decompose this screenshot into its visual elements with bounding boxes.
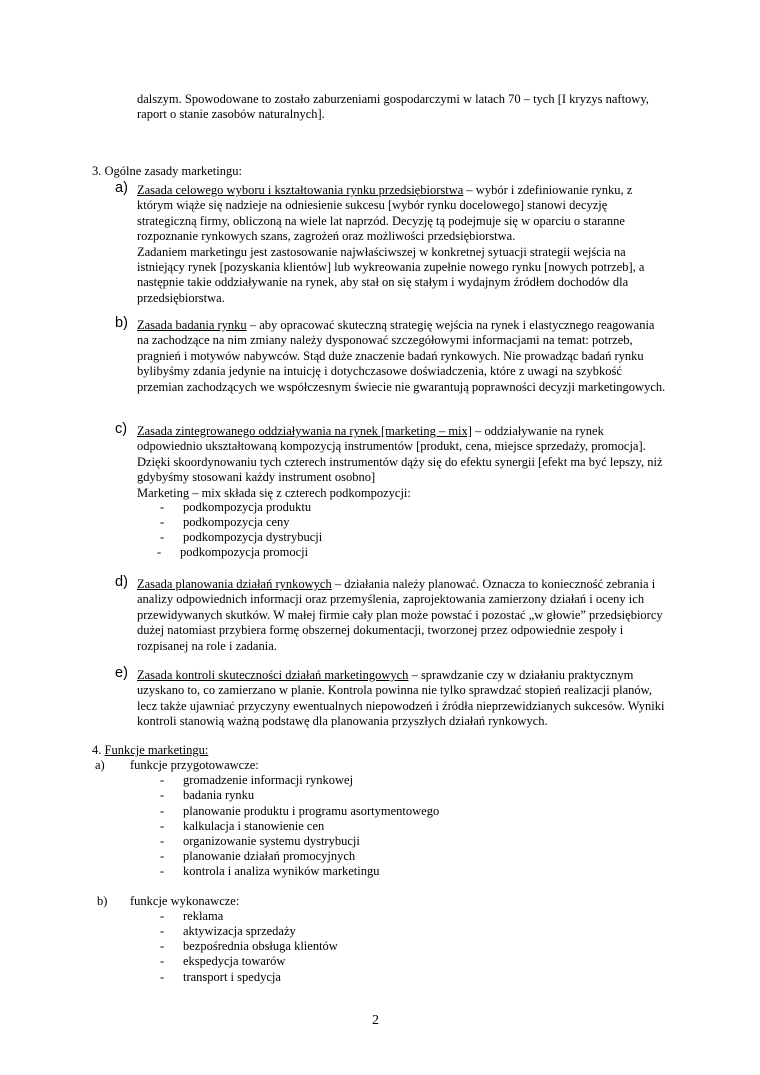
- item-d-text: – działania należy planować. Oznacza to konieczność zebrania i analizy odpowiednich informacji oraz przemyślenia, zaprojektowania zamierzony działań i oceny ich przewidywanych skutków. W małej firmie cały plan może powstać i pozostać „w głowie” przedsiębiorcy dużej natomiast przybiera formę obszernej dokumentacji, tworzonej przez odpowiednie zespoły i rozpisanej na role i zadania.: [137, 577, 663, 653]
- group-b-bullet: transport i spedycja: [183, 970, 281, 984]
- group-a-bullet: organizowanie systemu dystrybucji: [183, 834, 360, 848]
- item-c-bullet: podkompozycja ceny: [183, 515, 290, 529]
- section-4-heading: [92, 743, 208, 758]
- group-a-letter: a): [95, 758, 105, 772]
- group-b-bullet-dash: -: [160, 924, 165, 938]
- item-a-text2: Zadaniem marketingu jest zastosowanie najwłaściwszej w konkretnej sytuacji strategii wejścia na istniejący rynek [pozyskania klientów] lub wykreowania zupełnie nowego rynku [nowych potrzeb], a następnie takie oddziaływanie na rynek, aby stał on się stałym i wydajnym źródłem dochodów dla przedsiębiorstwa.: [137, 244, 645, 305]
- item-c-bullet-dash: -: [160, 500, 165, 514]
- item-c-bullet-dash: -: [160, 515, 165, 529]
- item-a-letter: a): [115, 180, 128, 196]
- section-4-number: 4.: [92, 743, 105, 757]
- group-a-bullet: planowanie produktu i programu asortymentowego: [183, 804, 440, 818]
- item-a-title: Zasada celowego wyboru i kształtowania rynku przedsiębiorstwa: [137, 183, 464, 197]
- group-a-bullet: kontrola i analiza wyników marketingu: [183, 864, 380, 878]
- group-a-bullet: badania rynku: [183, 788, 255, 802]
- group-a-bullet-dash: -: [160, 819, 165, 833]
- group-a-bullet-dash: -: [160, 773, 165, 787]
- intro-paragraph: dalszym. Spowodowane to zostało zaburzeniami gospodarczymi w latach 70 – tych [I kryzys naftowy, raport o stanie zasobów naturalnych].: [137, 92, 649, 122]
- item-d-title: Zasada planowania działań rynkowych: [137, 577, 332, 591]
- item-c-text2: Marketing – mix składa się z czterech podkompozycji:: [137, 485, 411, 500]
- group-a-bullet-dash: -: [160, 804, 165, 818]
- item-c-bullet: podkompozycja produktu: [183, 500, 312, 514]
- item-b-paragraph: [137, 318, 669, 395]
- group-b-bullet: aktywizacja sprzedaży: [183, 924, 296, 938]
- item-a-paragraph: [137, 183, 667, 306]
- group-b-bullet-dash: -: [160, 970, 165, 984]
- group-b-letter: b): [97, 894, 108, 908]
- item-a-text: – wybór i zdefiniowanie rynku, z którym wiąże się nadzieje na odniesienie sukcesu [wybór rynku docelowego] stanowi decyzję strategiczną firmy, obliczoną na wiele lat naprzód. Decyzję tą podejmuje się w oparciu o staranne rozpoznanie rynkowych szans, zagrożeń oraz możliwości przedsiębiorstwa.: [137, 183, 633, 244]
- section-3-heading: 3. Ogólne zasady marketingu:: [92, 164, 242, 178]
- group-b-bullet-dash: -: [160, 954, 165, 968]
- item-e-paragraph: [137, 668, 669, 730]
- group-b-title: funkcje wykonawcze:: [130, 894, 240, 908]
- group-a-bullet: gromadzenie informacji rynkowej: [183, 773, 354, 787]
- item-e-text: – sprawdzanie czy w działaniu praktycznym uzyskano to, co zamierzano w planie. Kontrola powinna nie tylko sprawdzać stopień realizacji planów, lecz także ujawniać przyczyny ewentualnych niepowodzeń i źródła nieprzewidzianych sukcesów. Wyniki kontroli stanowią ważną podstawę dla planowania przyszłych działań rynkowych.: [137, 668, 665, 729]
- item-d-letter: d): [115, 574, 128, 590]
- item-c-paragraph: [137, 424, 669, 501]
- group-a-bullet: kalkulacja i stanowienie cen: [183, 819, 325, 833]
- item-b-letter: b): [115, 315, 128, 331]
- item-b-text: – aby opracować skuteczną strategię wejścia na rynek i elastycznego reagowania na zachodzące na nim zmiany należy dysponować szczegółowymi informacjami na temat: potrzeb, pragnień i motywów nabywców. Stąd duże znaczenie badań rynkowych. Nie prowadząc badań rynku bylibyśmy zdania jedynie na intuicję i dotychczasowe doświadczenia, które z uwagi na szybkość przemian zachodzących we współczesnym świecie nie gwarantują poprawności decyzji marketingowych.: [137, 318, 666, 394]
- item-d-paragraph: [137, 577, 669, 654]
- item-c-text: – oddziaływanie na rynek odpowiednio ukształtowaną kompozycją instrumentów [produkt, cena, miejsce sprzedaży, promocja]. Dzięki skoordynowaniu tych czterech instrumentów dąży się do efektu synergii [efekt ma być lepszy, niż gdybyśmy stosowani każdy instrument osobno]: [137, 424, 663, 485]
- group-a-title: funkcje przygotowawcze:: [130, 758, 259, 772]
- item-b-title: Zasada badania rynku: [137, 318, 247, 332]
- group-b-bullet-dash: -: [160, 939, 165, 953]
- item-c-letter: c): [115, 421, 128, 437]
- section-4-title: Funkcje marketingu:: [104, 743, 209, 757]
- group-a-bullet-dash: -: [160, 834, 165, 848]
- group-a-bullet-dash: -: [160, 864, 165, 878]
- item-c-bullet-dash: -: [160, 530, 165, 544]
- item-c-bullet: podkompozycja dystrybucji: [183, 530, 323, 544]
- group-b-bullet: reklama: [183, 909, 224, 923]
- group-a-bullet-dash: -: [160, 849, 165, 863]
- item-c-title: Zasada zintegrowanego oddziaływania na rynek [marketing – mix]: [137, 424, 472, 438]
- item-e-letter: e): [115, 665, 128, 681]
- page-number: 2: [372, 1013, 379, 1028]
- item-c-bullet-dash: -: [157, 545, 162, 559]
- item-c-bullet: podkompozycja promocji: [180, 545, 309, 559]
- group-a-bullet-dash: -: [160, 788, 165, 802]
- item-e-title: Zasada kontroli skuteczności działań marketingowych: [137, 668, 409, 682]
- group-b-bullet-dash: -: [160, 909, 165, 923]
- group-a-bullet: planowanie działań promocyjnych: [183, 849, 356, 863]
- group-b-bullet: ekspedycja towarów: [183, 954, 286, 968]
- group-b-bullet: bezpośrednia obsługa klientów: [183, 939, 338, 953]
